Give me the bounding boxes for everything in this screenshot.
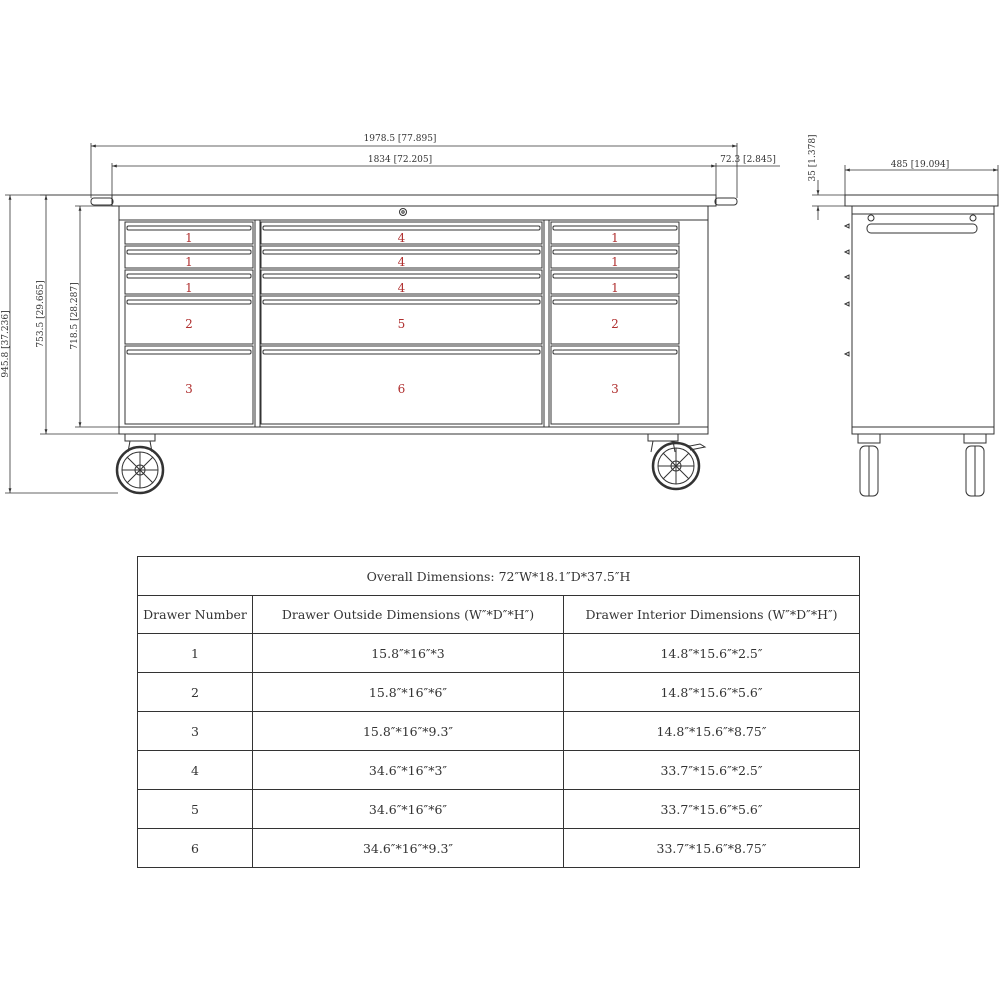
outside-dim-cell: 15.8″*16″*6″ xyxy=(253,673,564,712)
outside-dim-cell: 34.6″*16″*6″ xyxy=(253,790,564,829)
drawer-number-label: 3 xyxy=(185,382,193,396)
header-drawer-number: Drawer Number xyxy=(138,596,253,634)
drawer-number-cell: 6 xyxy=(138,829,253,868)
table-row xyxy=(138,634,860,673)
lock-icon xyxy=(400,209,407,216)
depth-dim: 485 [19.094] xyxy=(890,160,950,170)
interior-dim-cell: 14.8″*15.6″*2.5″ xyxy=(564,634,860,673)
drawer-number-label: 4 xyxy=(397,255,406,269)
drawer-number-label: 1 xyxy=(185,281,193,295)
drawer-handle xyxy=(127,250,251,254)
drawer-number-label: 6 xyxy=(397,382,406,396)
body-height-dim: 753.5 [29.665] xyxy=(36,280,46,348)
drawer-handle xyxy=(553,250,677,254)
drawer-handle xyxy=(263,274,540,278)
drawer-number-label: 2 xyxy=(611,317,619,331)
interior-dim-cell: 14.8″*15.6″*5.6″ xyxy=(564,673,860,712)
drawer-handle xyxy=(127,274,251,278)
drawer-number-label: 1 xyxy=(611,231,619,245)
interior-dim-cell: 33.7″*15.6″*5.6″ xyxy=(564,790,860,829)
drawer-number-label: 4 xyxy=(397,281,406,295)
outside-dim-cell: 15.8″*16″*9.3″ xyxy=(253,712,564,751)
total-height-dim: 945.8 [37.236] xyxy=(1,310,11,378)
drawer-handle xyxy=(127,350,251,354)
overall-width-dim: 1978.5 [77.895] xyxy=(363,134,437,144)
drawer-number-label: 1 xyxy=(611,255,619,269)
outside-dim-cell: 34.6″*16″*9.3″ xyxy=(253,829,564,868)
right-side-handle xyxy=(715,198,737,205)
drawer-number-cell: 5 xyxy=(138,790,253,829)
drawer-number-cell: 1 xyxy=(138,634,253,673)
top-thickness-dim: 35 [1.378] xyxy=(808,134,818,182)
drawer-number-cell: 4 xyxy=(138,751,253,790)
interior-dim-cell: 33.7″*15.6″*2.5″ xyxy=(564,751,860,790)
worktop xyxy=(112,195,716,206)
drawer-stack-height-dim: 718.5 [28.287] xyxy=(70,282,80,350)
drawer-handle xyxy=(553,350,677,354)
drawer-number-label: 1 xyxy=(185,231,193,245)
right-caster xyxy=(648,434,705,489)
outside-dim-cell: 15.8″*16″*3 xyxy=(253,634,564,673)
drawer-handle xyxy=(263,300,540,304)
body-width-dim: 1834 [72.205] xyxy=(367,155,433,165)
interior-dim-cell: 14.8″*15.6″*8.75″ xyxy=(564,712,860,751)
drawer-number-label: 2 xyxy=(185,317,193,331)
drawer-number-label: 1 xyxy=(611,281,619,295)
drawer-number-cell: 2 xyxy=(138,673,253,712)
table-title: Overall Dimensions: 72″W*18.1″D*37.5″H xyxy=(138,557,860,596)
drawer-handle xyxy=(553,226,677,230)
drawer-spec-table xyxy=(137,556,860,868)
header-outside-dimensions: Drawer Outside Dimensions (W″*D″*H″) xyxy=(253,596,564,634)
table-row xyxy=(138,673,860,712)
table-row xyxy=(138,790,860,829)
drawer-number-label: 3 xyxy=(611,382,619,396)
drawer-handle xyxy=(263,350,540,354)
table-row xyxy=(138,751,860,790)
table-row xyxy=(138,829,860,868)
drawer-handle xyxy=(127,226,251,230)
interior-dim-cell: 33.7″*15.6″*8.75″ xyxy=(564,829,860,868)
drawer-handle xyxy=(553,300,677,304)
left-side-handle xyxy=(91,198,113,205)
drawer-handle xyxy=(263,226,540,230)
outside-dim-cell: 34.6″*16″*3″ xyxy=(253,751,564,790)
drawer-number-label: 4 xyxy=(397,231,406,245)
drawer-handle xyxy=(263,250,540,254)
drawer-number-label: 1 xyxy=(185,255,193,269)
table-row xyxy=(138,712,860,751)
header-interior-dimensions: Drawer Interior Dimensions (W″*D″*H″) xyxy=(564,596,860,634)
drawer-grid xyxy=(125,222,679,424)
left-caster xyxy=(117,434,163,493)
drawer-slide-handles xyxy=(845,224,849,356)
drawer-handle xyxy=(553,274,677,278)
side-view xyxy=(845,195,998,496)
side-handle xyxy=(867,224,977,233)
drawer-handle xyxy=(127,300,251,304)
drawer-number-cell: 3 xyxy=(138,712,253,751)
handle-offset-dim: 72.3 [2.845] xyxy=(720,155,776,165)
drawer-number-label: 5 xyxy=(397,317,406,331)
cabinet-body xyxy=(119,206,708,434)
